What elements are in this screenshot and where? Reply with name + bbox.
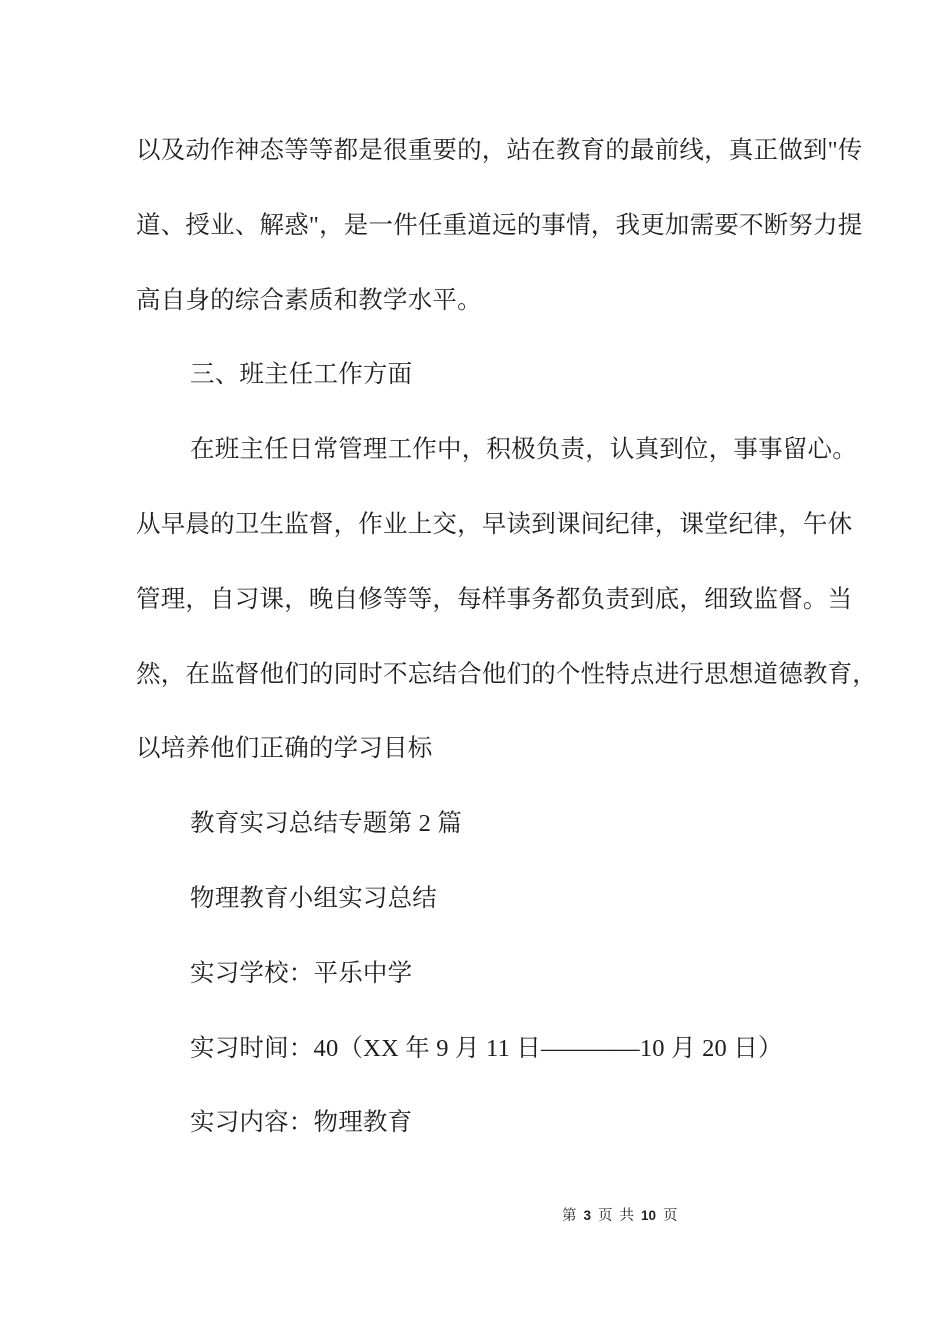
text-line: 从早晨的卫生监督，作业上交，早读到课间纪律，课堂纪律，午休 [136,510,853,538]
text-line: 实习学校：平乐中学 [190,959,413,987]
document-body [136,136,896,1183]
text-line: 以及动作神态等等都是很重要的，站在教育的最前线，真正做到"传 [136,137,863,164]
footer-page-number: 3 [583,1208,592,1223]
footer-total-pages: 10 [641,1208,657,1223]
text-line: 高自身的综合素质和教学水平。 [136,286,482,314]
footer-label: 页 [663,1208,678,1224]
footer-label: 共 [619,1208,635,1224]
text-line: 以培养他们正确的学习目标 [136,735,433,763]
text-line: 管理，自习课，晚自修等等，每样事务都负责到底，细致监督。当 [136,585,853,613]
footer-label: 页 [598,1208,613,1224]
text-line: 物理教育小组实习总结 [190,884,437,912]
page-footer [562,1204,678,1225]
section-heading: 三、班主任工作方面 [190,361,413,389]
text-line: 在班主任日常管理工作中，积极负责，认真到位，事事留心。 [190,436,857,464]
footer-label: 第 [562,1208,577,1224]
text-line: 然，在监督他们的同时不忘结合他们的个性特点进行思想道德教育， [136,660,877,688]
section-heading: 教育实习总结专题第 2 篇 [190,810,463,838]
text-line: 实习内容：物理教育 [190,1109,413,1137]
text-line: 实习时间：40（XX 年 9 月 11 日————10 月 20 日） [190,1034,783,1062]
text-line: 道、授业、解惑"，是一件任重道远的事情，我更加需要不断努力提 [136,211,863,239]
